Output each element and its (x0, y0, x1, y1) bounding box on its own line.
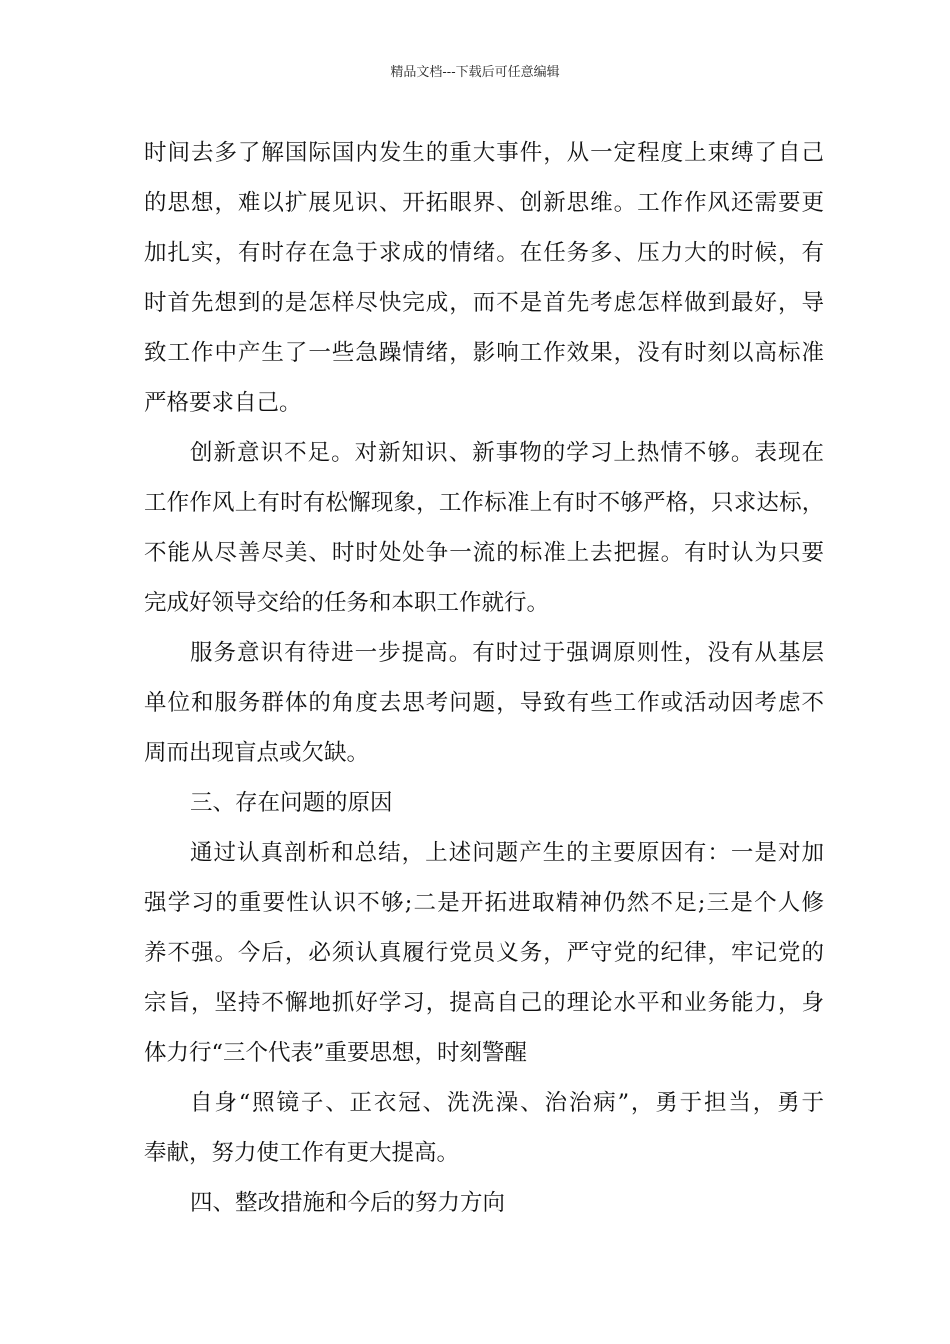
text-line: 周而出现盲点或欠缺。 (144, 740, 370, 766)
text-line: 奉献，努力使工作有更大提高。 (144, 1140, 460, 1166)
text-line: 严格要求自己。 (144, 390, 302, 416)
text-line: 工作作风上有时有松懈现象，工作标准上有时不够严格，只求达标， (144, 490, 824, 516)
text-line: 体力行“三个代表”重要思想，时刻警醒 (144, 1040, 528, 1066)
text-line: 不能从尽善尽美、时时处处争一流的标准上去把握。有时认为只要 (144, 540, 824, 566)
text-line: 创新意识不足。对新知识、新事物的学习上热情不够。表现在 (190, 440, 824, 466)
text-line: 三、存在问题的原因 (190, 790, 393, 816)
text-line: 宗旨，坚持不懈地抓好学习，提高自己的理论水平和业务能力，身 (144, 990, 824, 1016)
text-line: 强学习的重要性认识不够;二是开拓进取精神仍然不足;三是个人修 (144, 890, 824, 916)
text-line: 完成好领导交给的任务和本职工作就行。 (144, 590, 550, 616)
text-line: 致工作中产生了一些急躁情绪，影响工作效果，没有时刻以高标准 (144, 340, 824, 366)
text-line: 四、整改措施和今后的努力方向 (190, 1190, 506, 1216)
document-body (144, 128, 824, 1228)
text-line: 时间去多了解国际国内发生的重大事件，从一定程度上束缚了自己 (144, 140, 824, 166)
text-line: 通过认真剖析和总结，上述问题产生的主要原因有：一是对加 (190, 840, 824, 866)
text-line: 的思想，难以扩展见识、开拓眼界、创新思维。工作作风还需要更 (144, 190, 824, 216)
text-line: 自身“照镜子、正衣冠、洗洗澡、治治病”，勇于担当，勇于 (190, 1090, 824, 1116)
text-line: 时首先想到的是怎样尽快完成，而不是首先考虑怎样做到最好，导 (144, 290, 824, 316)
text-line: 单位和服务群体的角度去思考问题，导致有些工作或活动因考虑不 (144, 690, 824, 716)
text-line: 加扎实，有时存在急于求成的情绪。在任务多、压力大的时候，有 (144, 240, 824, 266)
text-line: 服务意识有待进一步提高。有时过于强调原则性，没有从基层 (190, 640, 824, 666)
text-line: 养不强。今后，必须认真履行党员义务，严守党的纪律，牢记党的 (144, 940, 824, 966)
page-header: 精品文档---下载后可任意编辑 (390, 65, 560, 80)
